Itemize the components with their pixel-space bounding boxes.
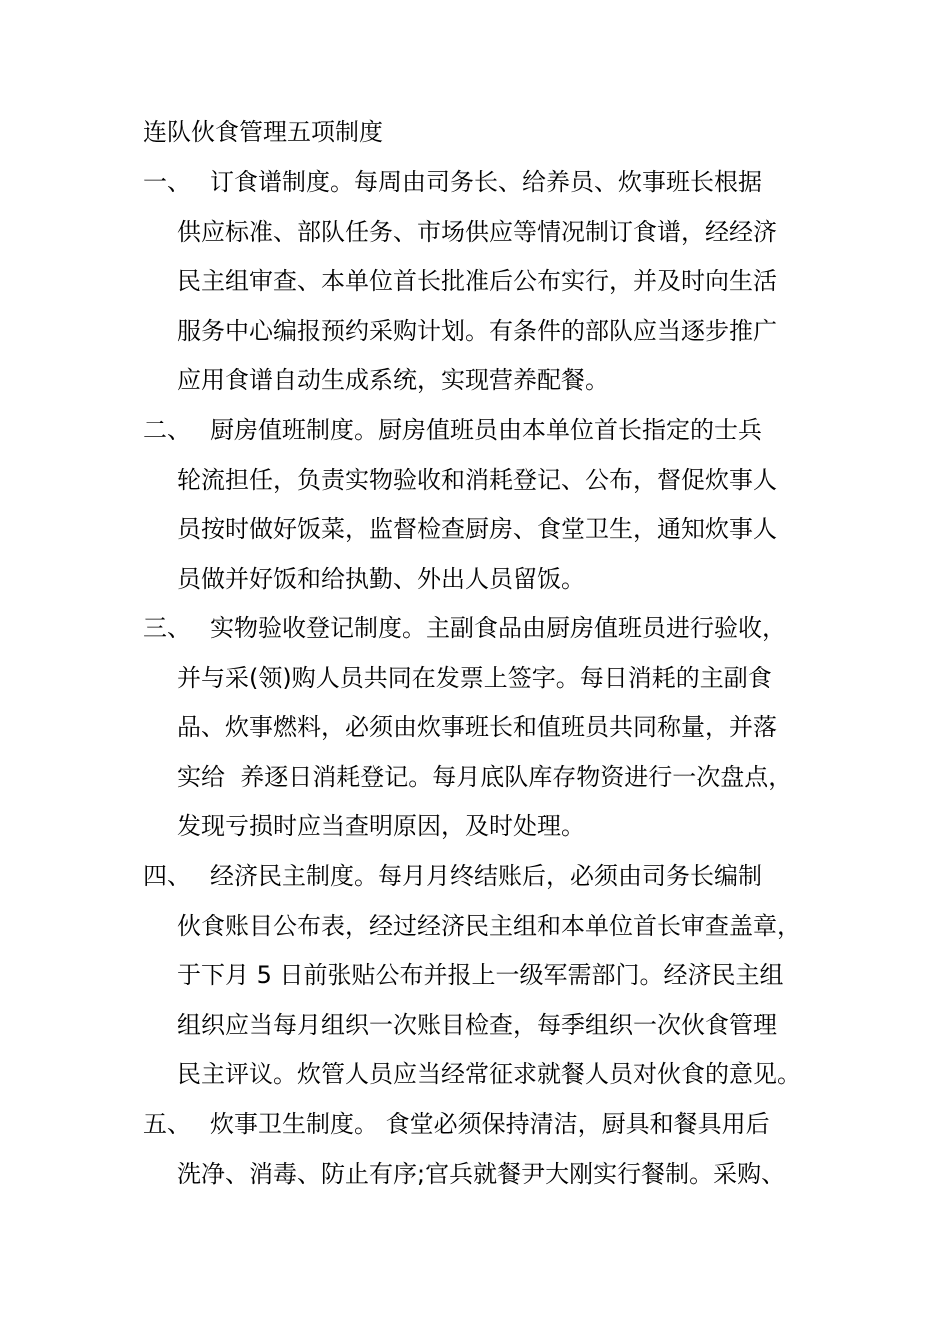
section-line: 员做并好饭和给执勤、外出人员留饭。 — [177, 565, 585, 593]
section-line: 员按时做好饭菜，监督检查厨房、食堂卫生，通知炊事人 — [177, 515, 777, 543]
section-line: 民主评议。炊管人员应当经常征求就餐人员对伙食的意见。 — [177, 1060, 801, 1088]
section-number: 三、 — [143, 614, 191, 642]
section-line: 实给 养逐日消耗登记。每月底队库存物资进行一次盘点， — [177, 763, 793, 791]
section-line: 经济民主制度。每月月终结账后，必须由司务长编制 — [210, 862, 762, 890]
section-line: 服务中心编报预约采购计划。有条件的部队应当逐步推广 — [177, 317, 777, 345]
section-number: 五、 — [143, 1110, 191, 1138]
section-line: 炊事卫生制度。 食堂必须保持清洁，厨具和餐具用后 — [210, 1110, 770, 1138]
section-line: 发现亏损时应当查明原因，及时处理。 — [177, 812, 585, 840]
section-number: 一、 — [143, 168, 191, 196]
section-line: 民主组审查、本单位首长批准后公布实行，并及时向生活 — [177, 267, 777, 295]
section-line: 品、炊事燃料，必须由炊事班长和值班员共同称量，并落 — [177, 713, 777, 741]
section-line: 轮流担任，负责实物验收和消耗登记、公布，督促炊事人 — [177, 466, 777, 494]
section-number: 二、 — [143, 416, 191, 444]
section-line: 厨房值班制度。厨房值班员由本单位首长指定的士兵 — [210, 416, 762, 444]
section-line: 并与采(领)购人员共同在发票上签字。每日消耗的主副食 — [177, 664, 772, 692]
document-title: 连队伙食管理五项制度 — [143, 118, 383, 146]
section-line: 洗净、消毒、防止有序;官兵就餐尹大刚实行餐制。采购、 — [177, 1160, 786, 1188]
section-number: 四、 — [143, 862, 191, 890]
section-line: 实物验收登记制度。主副食品由厨房值班员进行验收， — [210, 614, 786, 642]
section-line: 组织应当每月组织一次账目检查，每季组织一次伙食管理 — [177, 1011, 777, 1039]
section-line: 应用食谱自动生成系统，实现营养配餐。 — [177, 366, 609, 394]
section-line: 伙食账目公布表，经过经济民主组和本单位首长审查盖章， — [177, 912, 801, 940]
section-line: 于下月 5 日前张贴公布并报上一级军需部门。经济民主组 — [177, 961, 784, 989]
section-line: 供应标准、部队任务、市场供应等情况制订食谱，经经济 — [177, 218, 777, 246]
section-line: 订食谱制度。每周由司务长、给养员、炊事班长根据 — [210, 168, 762, 196]
